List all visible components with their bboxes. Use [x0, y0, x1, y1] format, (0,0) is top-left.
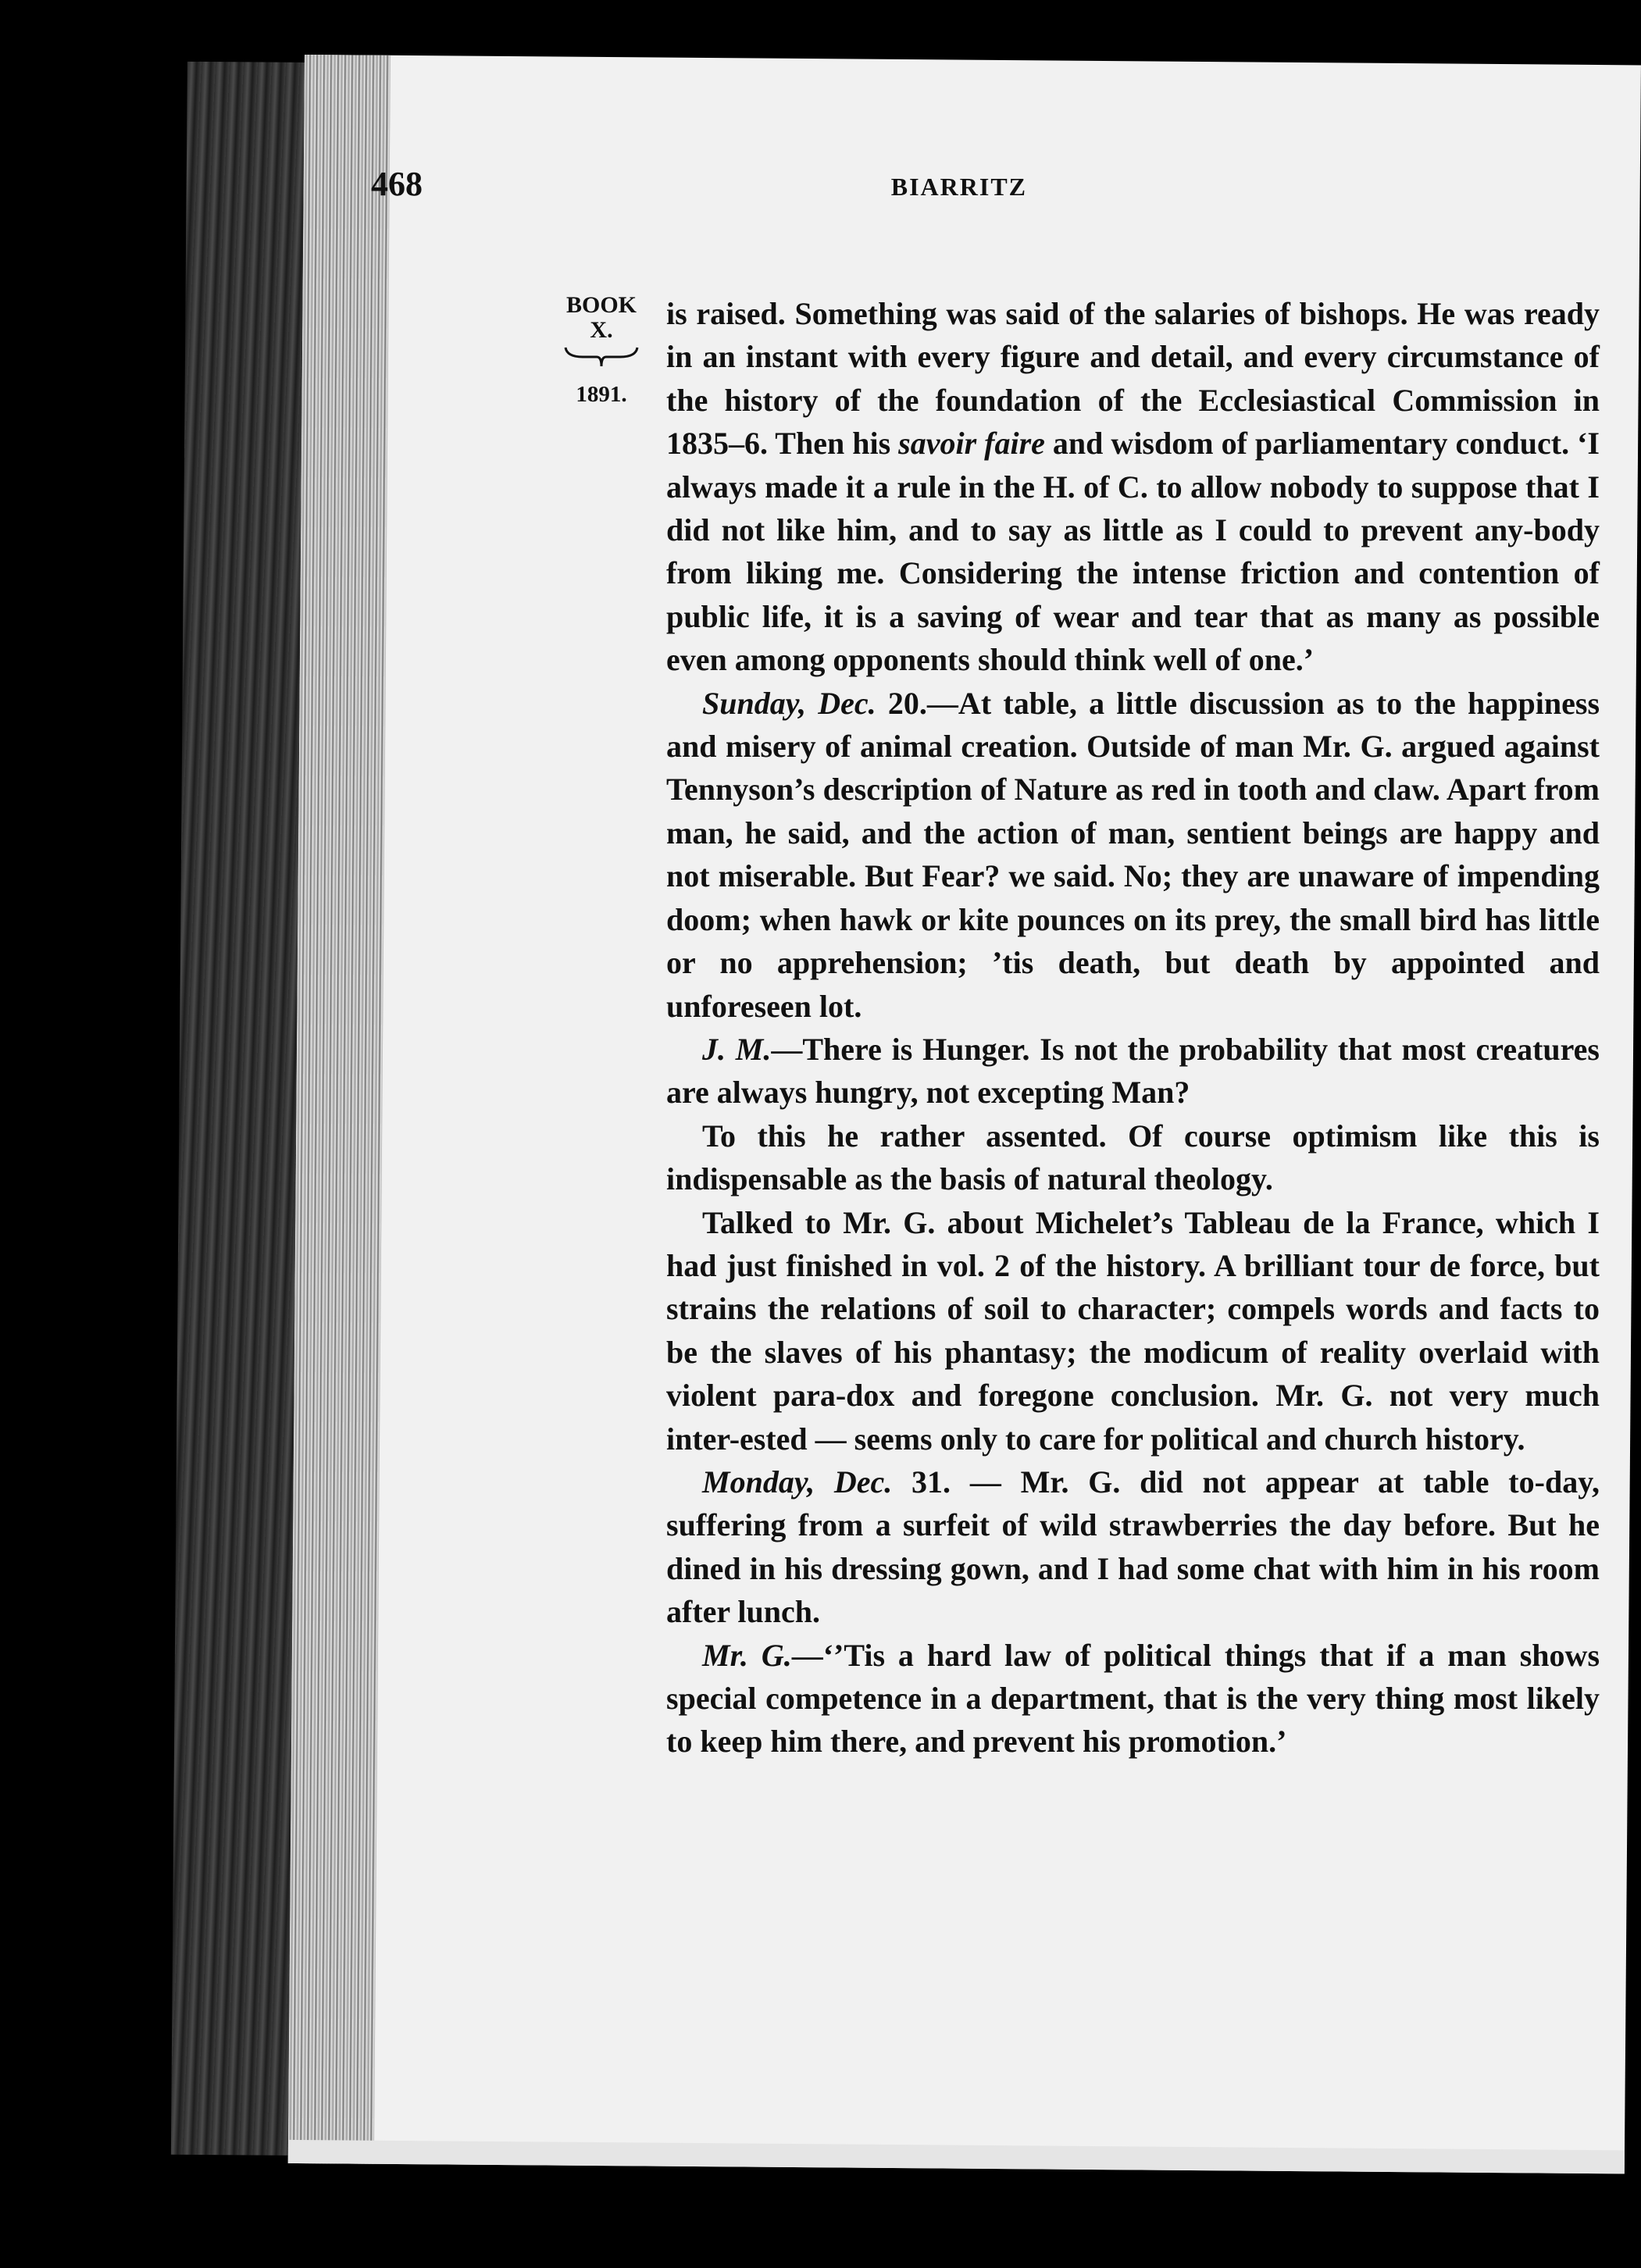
paragraph-lead: Monday, Dec. — [702, 1464, 893, 1500]
paragraph-text: Talked to Mr. G. about Michelet’s Tableau de la France, which I had just finished in vol. 2 of the history. A brilliant tour de force, but strains the relations of soil to character; compels words and facts to be the slaves of his phantasy; the modicum of reality overlaid with violent para-dox and foregone conclusion. Mr. G. not very much inter-ested — seems only to care for political and church history. — [666, 1204, 1600, 1457]
paragraph-lead: J. M. — [702, 1031, 772, 1067]
paragraph-4 — [666, 1114, 1600, 1201]
page-number: 468 — [371, 165, 423, 203]
paragraph-7 — [666, 1634, 1600, 1763]
paragraph-5 — [666, 1201, 1600, 1460]
margin-note — [555, 293, 648, 408]
paragraph-2 — [666, 682, 1600, 1028]
brace-icon — [562, 344, 640, 376]
paragraph-italic-phrase: savoir faire — [898, 426, 1045, 462]
paragraph-text: —‘’Tis a hard law of political things that if a man shows special competence in a department, that is the very thing most likely to keep him there, and prevent his promotion.’ — [666, 1637, 1600, 1760]
paragraph-text-tail: and wisdom of parliamentary conduct. ‘I always made it a rule in the H. of C. to allow nobody to suppose that I did not like him, and to say as little as I could to prevent any-body from liking me. Considering the intense friction and contention of public life, it is a saving of wear and tear that as many as possible even among opponents should think well of one.’ — [666, 426, 1600, 678]
page-bottom-edge — [288, 2140, 1625, 2174]
paragraph-lead: Sunday, Dec. — [702, 685, 876, 721]
margin-year: 1891. — [576, 382, 627, 407]
book-edge-shadow — [171, 62, 305, 2156]
paragraph-lead: Mr. G. — [702, 1637, 792, 1673]
body-text — [666, 292, 1600, 1763]
paragraph-text: is raised. Something was said of the salaries of bishops. He was ready in an instant with every figure and detail, and every circumstance of the history of the foundation of the Ecclesiastical Commission in 1835–6. Then his — [666, 296, 1600, 462]
paragraph-3 — [666, 1028, 1600, 1114]
paragraph-text: 31. — Mr. G. did not appear at table to-day, suffering from a surfeit of wild strawberries the day before. But he dined in his dressing gown, and I had some chat with him in his room after lunch. — [666, 1464, 1600, 1630]
paragraph-text: —There is Hunger. Is not the probability that most creatures are always hungry, not excepting Man? — [666, 1031, 1600, 1111]
paragraph-6 — [666, 1460, 1600, 1634]
paragraph-text: To this he rather assented. Of course optimism like this is indispensable as the basis of natural theology. — [666, 1118, 1600, 1197]
paragraph-1 — [666, 292, 1600, 682]
paragraph-text: 20.—At table, a little discussion as to the happiness and misery of animal creation. Outside of man Mr. G. argued against Tennyson’s description of Nature as red in tooth and claw. Apart from man, he said, and the action of man, sentient beings are happy and not miserable. But Fear? we said. No; they are unaware of impending doom; when hawk or kite pounces on its prey, the small bird has little or no apprehension; ’tis death, but death by appointed and unforeseen lot. — [666, 685, 1600, 1024]
margin-book-label: BOOK — [565, 292, 637, 318]
running-head — [371, 164, 1222, 204]
margin-volume-label: X. — [590, 317, 613, 343]
page-gutter — [288, 55, 391, 2164]
running-title: BIARRITZ — [890, 173, 1027, 201]
